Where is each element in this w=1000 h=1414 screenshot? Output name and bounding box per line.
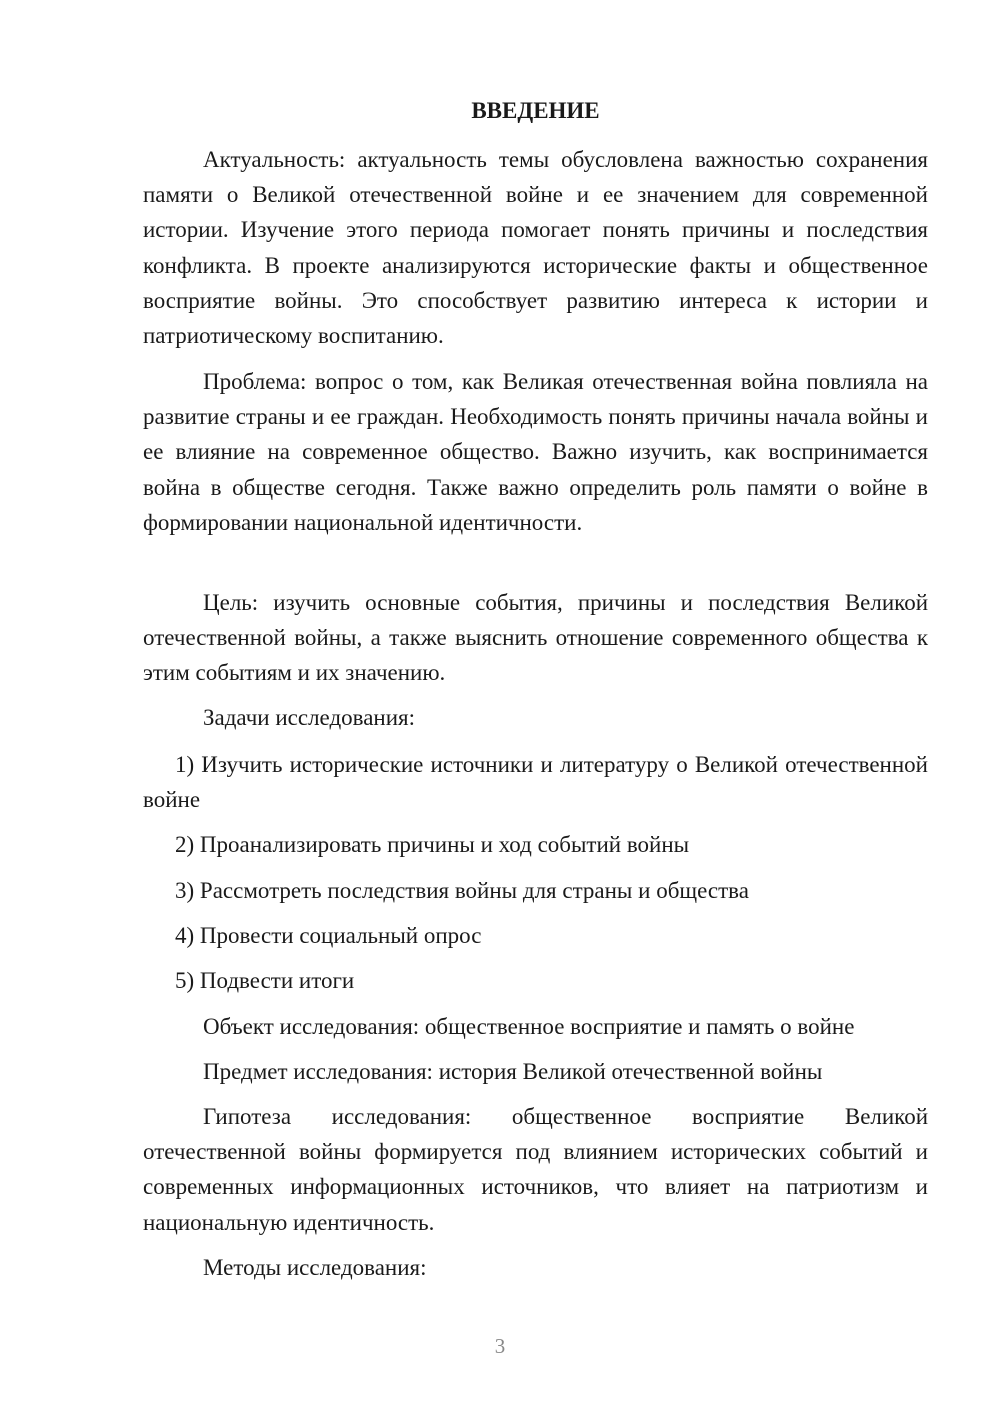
task-item-4: 4) Провести социальный опрос xyxy=(175,923,482,948)
task-item-3: 3) Рассмотреть последствия войны для страны и общества xyxy=(175,878,749,903)
paragraph-goal: Цель: изучить основные события, причины и последствия Великой отечественной войны, а также выяснить отношение современного общества к этим событиям и их значению. xyxy=(143,590,928,686)
paragraph-relevance: Актуальность: актуальность темы обусловлена важностью сохранения памяти о Великой отечественной войне и ее значением для современной истории. Изучение этого периода помогает понять причины и последствия конфликта. В проекте анализируются исторические факты и общественное восприятие войны. Это способствует развитию интереса к истории и патриотическому воспитанию. xyxy=(143,147,928,349)
task-item-1: 1) Изучить исторические источники и литературу о Великой отечественной войне xyxy=(143,752,928,813)
page-number: 3 xyxy=(494,1334,506,1358)
task-item-5: 5) Подвести итоги xyxy=(175,968,355,993)
task-item-2: 2) Проанализировать причины и ход событий войны xyxy=(175,832,690,857)
paragraph-problem: Проблема: вопрос о том, как Великая отечественная война повлияла на развитие страны и ее граждан. Необходимость понять причины начала войны и ее влияние на современное общество. Важно изучить, как воспринимается война в обществе сегодня. Также важно определить роль памяти о войне в формировании национальной идентичности. xyxy=(143,369,928,535)
section-title: ВВЕДЕНИЕ xyxy=(471,98,600,123)
paragraph-object: Объект исследования: общественное восприятие и память о войне xyxy=(203,1014,855,1039)
paragraph-subject: Предмет исследования: история Великой отечественной войны xyxy=(203,1059,823,1084)
paragraph-hypothesis: Гипотеза исследования: общественное восприятие Великой отечественной войны формируется под влиянием исторических событий и современных информационных источников, что влияет на патриотизм и национальную идентичность. xyxy=(143,1104,928,1235)
tasks-heading: Задачи исследования: xyxy=(203,705,416,730)
methods-heading: Методы исследования: xyxy=(203,1255,427,1280)
